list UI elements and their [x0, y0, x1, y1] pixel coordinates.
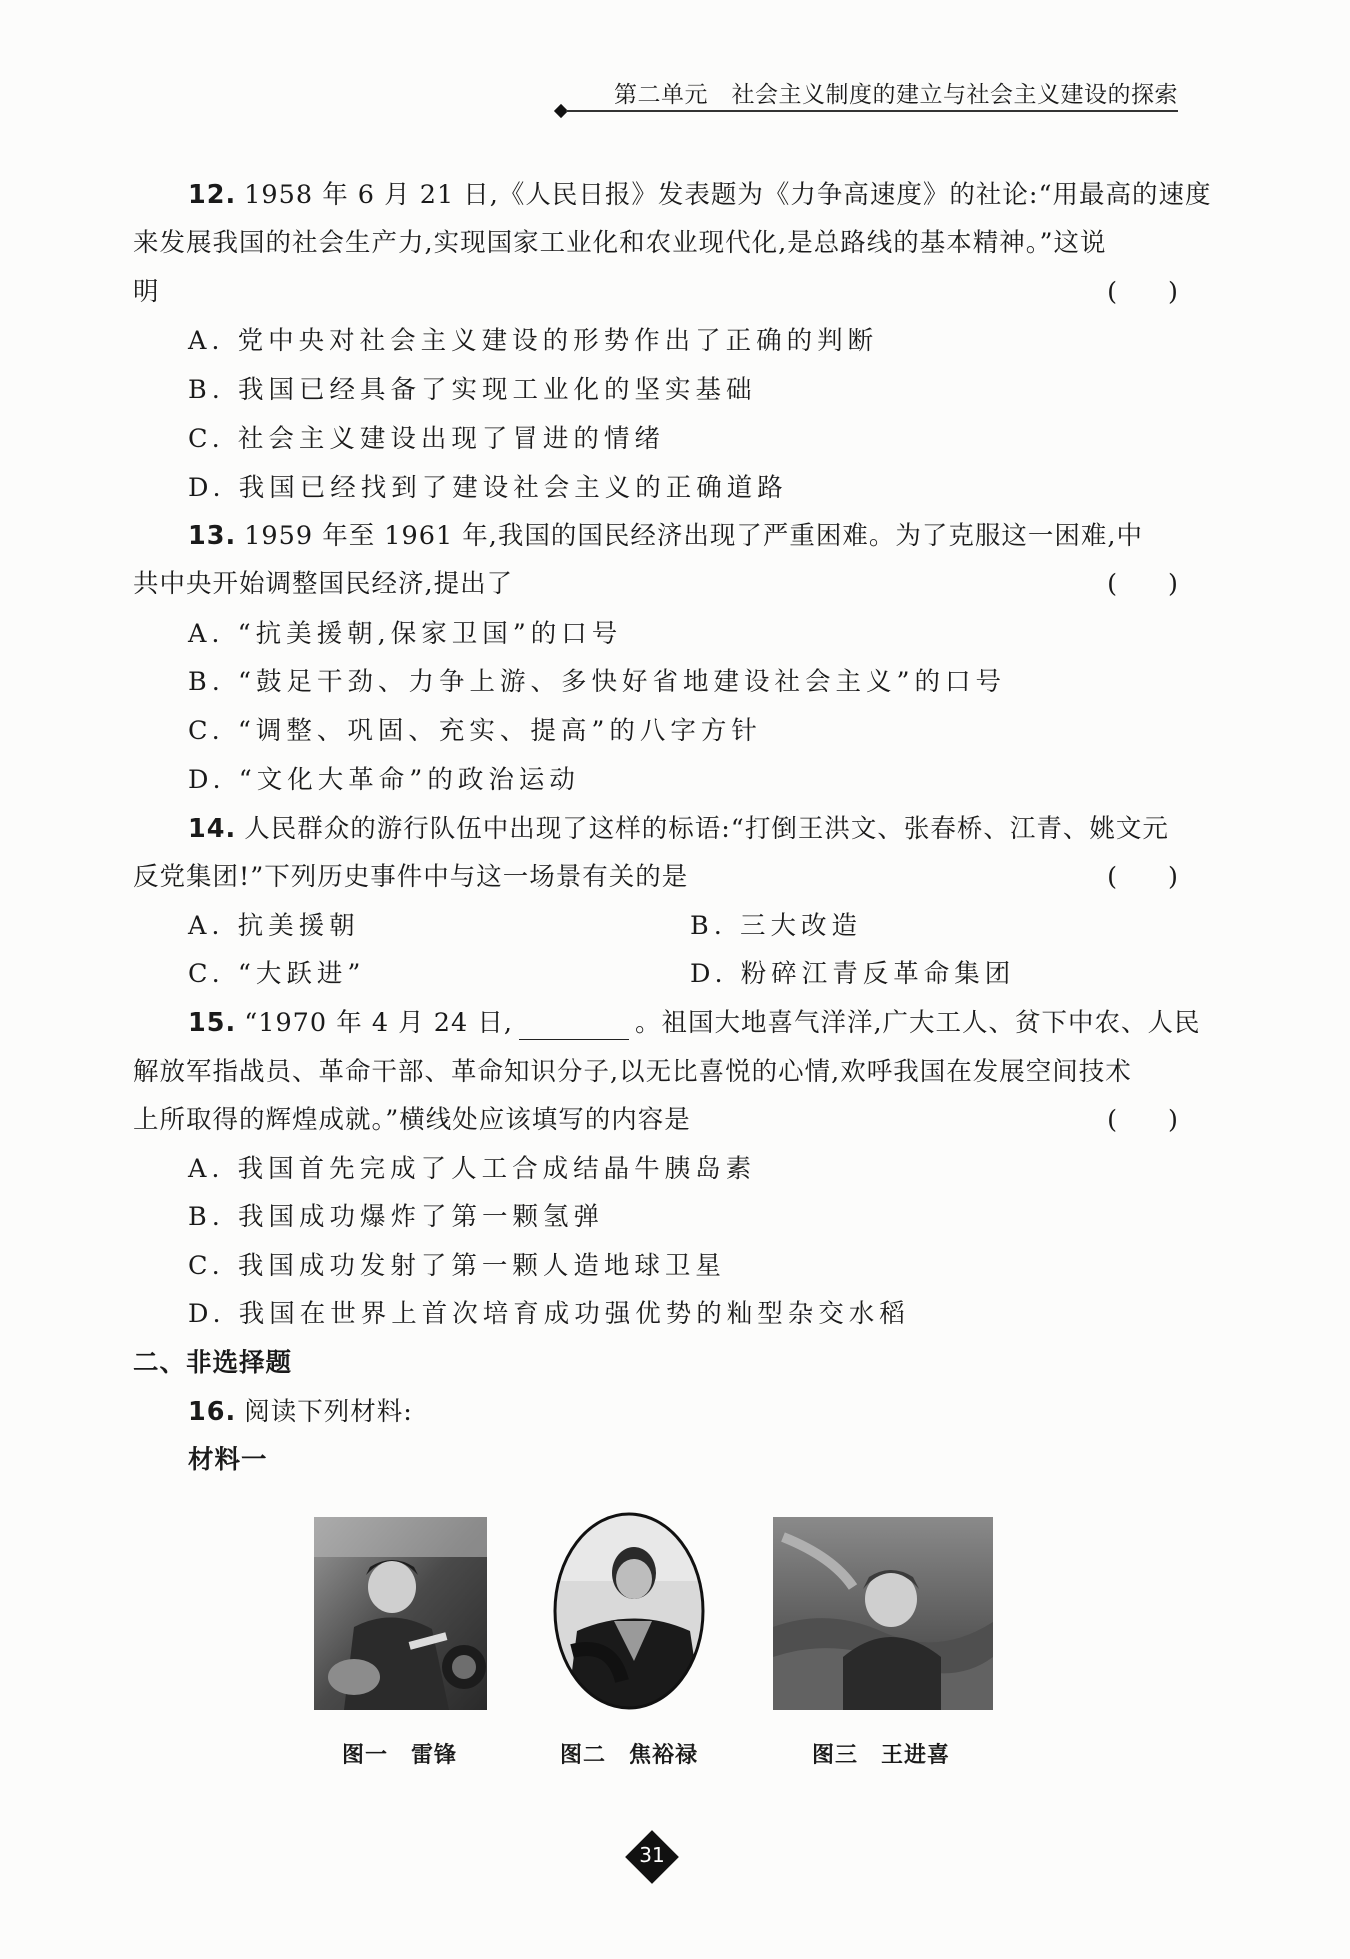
q15-number: 15. [188, 1008, 237, 1038]
running-header [552, 76, 1178, 112]
header-title: 第二单元 社会主义制度的建立与社会主义建设的探索 [614, 82, 1178, 108]
page-number-badge [627, 1832, 677, 1882]
q13-answer-paren: ( ) [1107, 569, 1178, 599]
q14-option-c: C. “大跃进” [188, 959, 366, 989]
header-rule [566, 110, 1178, 112]
q16-text: 阅读下列材料: [244, 1397, 413, 1427]
q12-option-b: B. 我国已经具备了实现工业化的坚实基础 [188, 375, 757, 405]
q13-option-a: A. “抗美援朝,保家卫国”的口号 [188, 619, 623, 649]
q16-number: 16. [188, 1397, 237, 1427]
q14-text-2: 反党集团!”下列历史事件中与这一场景有关的是 [133, 862, 689, 892]
q12-option-c: C. 社会主义建设出现了冒进的情绪 [188, 424, 665, 454]
q13-option-b: B. “鼓足干劲、力争上游、多快好省地建设社会主义”的口号 [188, 667, 1007, 697]
q12-answer-paren: ( ) [1107, 277, 1178, 307]
q12-text-1: 1958 年 6 月 21 日,《人民日报》发表题为《力争高速度》的社论:“用最高的速度 [244, 180, 1212, 210]
q15-option-c: C. 我国成功发射了第一颗人造地球卫星 [188, 1251, 726, 1281]
caption-figure-3: 图三 王进喜 [812, 1743, 951, 1768]
q14-option-a: A. 抗美援朝 [188, 911, 360, 941]
q14-number: 14. [188, 814, 237, 844]
photo-lei-feng [314, 1517, 487, 1710]
q15-line3 [133, 1103, 1178, 1137]
q14-line2 [133, 860, 1178, 894]
q12-line1 [188, 178, 1212, 212]
page-number: 31 [639, 1843, 665, 1867]
q14-text-1: 人民群众的游行队伍中出现了这样的标语:“打倒王洪文、张春桥、江青、姚文元 [244, 814, 1169, 844]
q13-line2 [133, 567, 1178, 601]
q13-option-c: C. “调整、巩固、充实、提高”的八字方针 [188, 716, 762, 746]
q13-line1 [188, 519, 1143, 553]
q13-option-d: D. “文化大革命”的政治运动 [188, 765, 580, 795]
q12-text-3: 明 [133, 277, 160, 307]
q15-line2: 解放军指战员、革命干部、革命知识分子,以无比喜悦的心情,欢呼我国在发展空间技术 [133, 1057, 1132, 1087]
q12-option-a: A. 党中央对社会主义建设的形势作出了正确的判断 [188, 326, 879, 356]
q13-text-2: 共中央开始调整国民经济,提出了 [133, 569, 514, 599]
q16-line1 [188, 1395, 413, 1429]
q14-line1 [188, 812, 1169, 846]
material-label: 材料一 [188, 1445, 268, 1475]
q13-text-1: 1959 年至 1961 年,我国的国民经济出现了严重困难。为了克服这一困难,中 [244, 521, 1144, 551]
q12-line2: 来发展我国的社会生产力,实现国家工业化和农业现代化,是总路线的基本精神。”这说 [133, 228, 1107, 258]
q15-line1 [188, 1006, 1201, 1040]
q15-option-d: D. 我国在世界上首次培育成功强优势的籼型杂交水稻 [188, 1299, 910, 1329]
section-heading: 二、非选择题 [133, 1348, 293, 1378]
q14-answer-paren: ( ) [1107, 862, 1178, 892]
q15-option-a: A. 我国首先完成了人工合成结晶牛胰岛素 [188, 1154, 757, 1184]
q15-text-1a: “1970 年 4 月 24 日, [244, 1008, 513, 1038]
q15-text-1b: 。祖国大地喜气洋洋,广大工人、贫下中农、人民 [634, 1008, 1201, 1038]
q13-number: 13. [188, 521, 237, 551]
photo-wang-jinxi [773, 1517, 993, 1710]
q15-fill-blank [519, 1015, 629, 1040]
q12-option-d: D. 我国已经找到了建设社会主义的正确道路 [188, 473, 788, 503]
q15-option-b: B. 我国成功爆炸了第一颗氢弹 [188, 1202, 604, 1232]
q14-option-d: D. 粉碎江青反革命集团 [690, 959, 1016, 989]
q12-line3 [133, 275, 1178, 309]
caption-figure-1: 图一 雷锋 [342, 1743, 458, 1768]
photo-jiao-yulu [552, 1511, 706, 1711]
q15-answer-paren: ( ) [1107, 1105, 1178, 1135]
q12-number: 12. [188, 180, 237, 210]
caption-figure-2: 图二 焦裕禄 [560, 1743, 699, 1768]
q15-text-3: 上所取得的辉煌成就。”横线处应该填写的内容是 [133, 1105, 691, 1135]
q14-option-b: B. 三大改造 [690, 911, 862, 941]
